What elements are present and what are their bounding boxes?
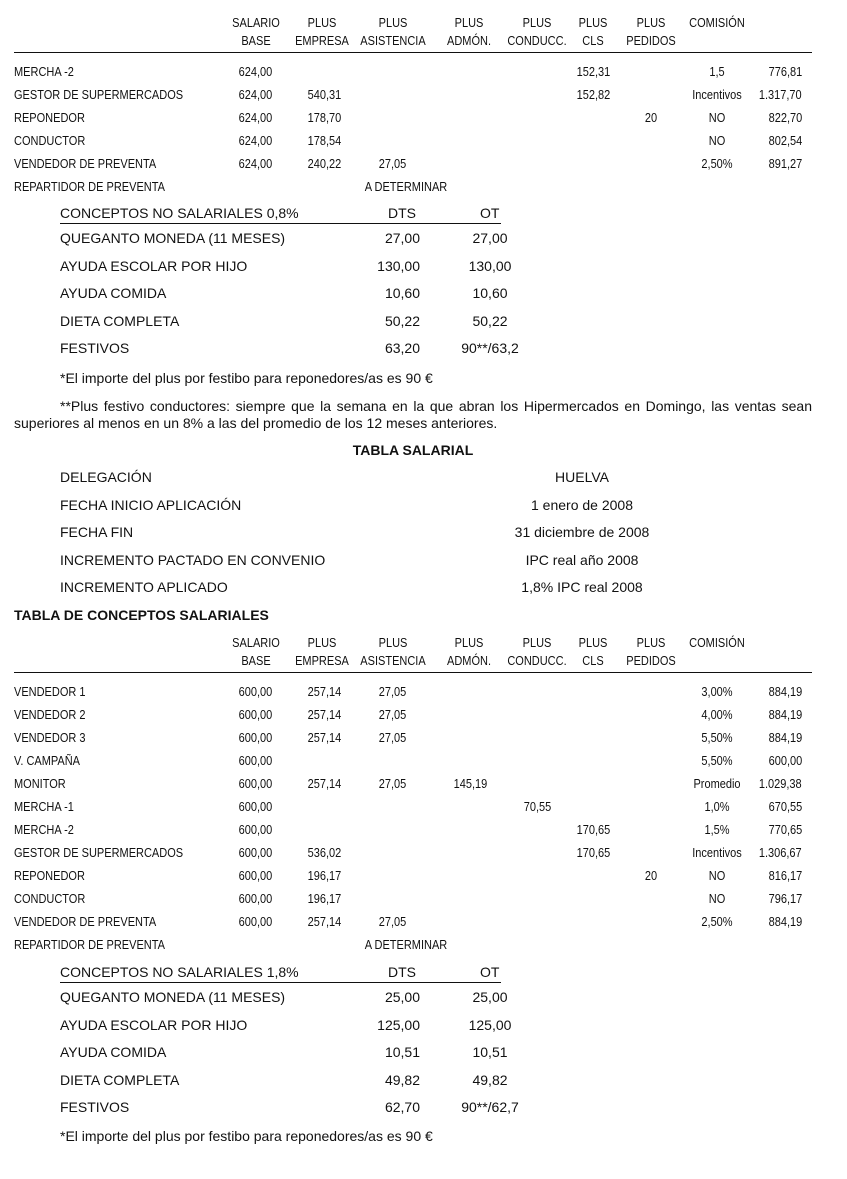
info-row bbox=[60, 492, 760, 520]
column-header: SALARIO BASE bbox=[232, 636, 280, 668]
table-row bbox=[14, 153, 812, 176]
cell-a-determinar: A DETERMINAR bbox=[364, 938, 448, 952]
row-label: REPONEDOR bbox=[14, 869, 85, 883]
cell-asistencia: 27,05 bbox=[378, 731, 406, 745]
cell-asistencia: 27,05 bbox=[378, 708, 406, 722]
column-header: PLUS EMPRESA bbox=[295, 636, 349, 668]
table-row bbox=[14, 750, 812, 773]
column-header: PLUS ASISTENCIA bbox=[360, 16, 426, 48]
concept-label: AYUDA ESCOLAR POR HIJO bbox=[60, 257, 248, 274]
cell-comision: NO bbox=[708, 111, 726, 125]
cell-total: 776,81 bbox=[768, 65, 802, 79]
non-salary-header bbox=[60, 962, 530, 982]
cell-cls: 170,65 bbox=[576, 823, 610, 837]
ot-value: 25,00 bbox=[472, 989, 508, 1005]
cell-base: 600,00 bbox=[238, 869, 272, 883]
cell-empresa: 257,14 bbox=[307, 777, 341, 791]
cell-total: 670,55 bbox=[768, 800, 802, 814]
cell-empresa: 178,70 bbox=[307, 111, 341, 125]
cell-comision: 4,00% bbox=[701, 708, 733, 722]
ot-value: 27,00 bbox=[472, 230, 508, 246]
cell-total: 816,17 bbox=[768, 869, 802, 883]
cell-comision: NO bbox=[708, 869, 726, 883]
cell-base: 624,00 bbox=[238, 111, 272, 125]
row-label: VENDEDOR 3 bbox=[14, 731, 86, 745]
salary-table-2 bbox=[14, 634, 812, 957]
row-label: VENDEDOR 1 bbox=[14, 685, 86, 699]
cell-comision: 5,50% bbox=[701, 731, 733, 745]
row-label: V. CAMPAÑA bbox=[14, 754, 81, 768]
table-row bbox=[14, 819, 812, 842]
dts-value: 27,00 bbox=[384, 230, 420, 246]
cell-empresa: 257,14 bbox=[307, 708, 341, 722]
info-key: DELEGACIÓN bbox=[60, 469, 152, 485]
table-row bbox=[14, 911, 812, 934]
table-row bbox=[14, 773, 812, 796]
list-item bbox=[60, 1039, 530, 1067]
cell-total: 802,54 bbox=[768, 134, 802, 148]
column-header: PLUS EMPRESA bbox=[295, 16, 349, 48]
cell-total: 884,19 bbox=[768, 731, 802, 745]
concept-label: DIETA COMPLETA bbox=[60, 312, 180, 329]
list-item bbox=[60, 308, 530, 336]
cell-pedidos: 20 bbox=[644, 869, 658, 883]
table-row bbox=[14, 681, 812, 704]
cell-comision: 3,00% bbox=[701, 685, 733, 699]
cell-comision: 5,50% bbox=[701, 754, 733, 768]
dts-value: 10,60 bbox=[384, 285, 420, 302]
cell-pedidos: 20 bbox=[644, 111, 658, 125]
row-label: VENDEDOR DE PREVENTA bbox=[14, 157, 157, 171]
cell-base: 600,00 bbox=[238, 731, 272, 745]
festivo-footnote-1: *El importe del plus por festibo para reponedores/as es 90 € bbox=[60, 370, 433, 386]
ot-value: 50,22 bbox=[472, 312, 508, 329]
table-row bbox=[14, 796, 812, 819]
info-value: 31 diciembre de 2008 bbox=[514, 524, 650, 541]
row-label: REPONEDOR bbox=[14, 111, 85, 125]
info-value: HUELVA bbox=[555, 469, 609, 485]
row-label: CONDUCTOR bbox=[14, 134, 86, 148]
cell-asistencia: 27,05 bbox=[378, 157, 406, 171]
tabla-salarial-title: TABLA SALARIAL bbox=[352, 442, 474, 458]
column-header: PLUS CONDUCC. bbox=[507, 636, 567, 668]
cell-total: 884,19 bbox=[768, 685, 802, 699]
header-underline bbox=[60, 223, 501, 224]
list-item bbox=[60, 1094, 530, 1122]
column-header: PLUS PEDIDOS bbox=[626, 636, 676, 668]
column-header: COMISIÓN bbox=[689, 636, 745, 650]
row-label: REPARTIDOR DE PREVENTA bbox=[14, 938, 165, 952]
list-item bbox=[60, 335, 530, 363]
row-label: REPARTIDOR DE PREVENTA bbox=[14, 180, 165, 194]
row-label: GESTOR DE SUPERMERCADOS bbox=[14, 88, 184, 102]
info-key: FECHA FIN bbox=[60, 524, 134, 541]
info-value: 1,8% IPC real 2008 bbox=[521, 579, 643, 596]
row-label: VENDEDOR 2 bbox=[14, 708, 86, 722]
concept-label: AYUDA COMIDA bbox=[60, 285, 167, 302]
concept-label: QUEGANTO MONEDA (11 MESES) bbox=[60, 230, 286, 246]
column-header: PLUS ASISTENCIA bbox=[360, 636, 426, 668]
non-salary-body bbox=[60, 225, 530, 363]
column-header: PLUS CLS bbox=[578, 16, 608, 48]
table-2-title: TABLA DE CONCEPTOS SALARIALES bbox=[14, 607, 269, 623]
cell-base: 600,00 bbox=[238, 823, 272, 837]
cell-comision: NO bbox=[708, 134, 726, 148]
column-header: PLUS ADMÓN. bbox=[447, 16, 491, 48]
non-salary-header-ot: OT bbox=[480, 203, 499, 224]
cell-comision: Incentivos bbox=[692, 88, 742, 102]
row-label: MERCHA -2 bbox=[14, 65, 74, 79]
ot-value: 90**/62,7 bbox=[461, 1099, 519, 1116]
cell-empresa: 240,22 bbox=[307, 157, 341, 171]
cell-base: 624,00 bbox=[238, 65, 272, 79]
row-label: VENDEDOR DE PREVENTA bbox=[14, 915, 157, 929]
row-label: MERCHA -1 bbox=[14, 800, 74, 814]
dts-value: 63,20 bbox=[384, 340, 420, 357]
table-row bbox=[14, 888, 812, 911]
cell-empresa: 257,14 bbox=[307, 685, 341, 699]
cell-empresa: 257,14 bbox=[307, 915, 341, 929]
dts-value: 62,70 bbox=[384, 1099, 420, 1116]
cell-total: 1.029,38 bbox=[759, 777, 802, 791]
cell-base: 600,00 bbox=[238, 915, 272, 929]
dts-value: 49,82 bbox=[384, 1071, 420, 1088]
info-key: INCREMENTO APLICADO bbox=[60, 579, 228, 596]
cell-comision: 2,50% bbox=[701, 915, 733, 929]
row-label: CONDUCTOR bbox=[14, 892, 86, 906]
info-row bbox=[60, 574, 760, 602]
non-salary-header-dts: DTS bbox=[388, 203, 416, 224]
list-item bbox=[60, 225, 530, 253]
cell-total: 1.317,70 bbox=[759, 88, 802, 102]
cell-asistencia: 27,05 bbox=[378, 685, 406, 699]
cell-comision: 1,5 bbox=[709, 65, 725, 79]
dts-value: 10,51 bbox=[384, 1044, 420, 1061]
cell-total: 884,19 bbox=[768, 708, 802, 722]
cell-cls: 152,82 bbox=[576, 88, 610, 102]
cell-comision: 1,0% bbox=[704, 800, 730, 814]
cell-comision: Incentivos bbox=[692, 846, 742, 860]
list-item bbox=[60, 984, 530, 1012]
non-salary-header-ot: OT bbox=[480, 962, 499, 983]
cell-base: 624,00 bbox=[238, 157, 272, 171]
non-salary-body bbox=[60, 984, 530, 1122]
cell-empresa: 196,17 bbox=[307, 892, 341, 906]
column-header: PLUS PEDIDOS bbox=[626, 16, 676, 48]
column-header: PLUS CONDUCC. bbox=[507, 16, 567, 48]
ot-value: 10,51 bbox=[472, 1044, 508, 1061]
table-row bbox=[14, 61, 812, 84]
salary-table-body bbox=[14, 61, 812, 199]
cell-total: 1.306,67 bbox=[759, 846, 802, 860]
cell-a-determinar: A DETERMINAR bbox=[364, 180, 448, 194]
cell-comision: 1,5% bbox=[704, 823, 730, 837]
ot-value: 49,82 bbox=[472, 1071, 508, 1088]
ot-value: 10,60 bbox=[472, 285, 508, 302]
info-key: FECHA INICIO APLICACIÓN bbox=[60, 496, 242, 513]
cell-asistencia: 27,05 bbox=[378, 915, 406, 929]
info-row bbox=[60, 547, 760, 575]
cell-total: 600,00 bbox=[768, 754, 802, 768]
non-salary-header-dts: DTS bbox=[388, 962, 416, 983]
cell-base: 600,00 bbox=[238, 777, 272, 791]
ot-value: 90**/63,2 bbox=[461, 340, 519, 357]
info-key: INCREMENTO PACTADO EN CONVENIO bbox=[60, 551, 326, 568]
row-label: GESTOR DE SUPERMERCADOS bbox=[14, 846, 184, 860]
row-label: MERCHA -2 bbox=[14, 823, 74, 837]
concept-label: DIETA COMPLETA bbox=[60, 1071, 180, 1088]
festivo-conductor-note: **Plus festivo conductores: siempre que la semana en la que abran los Hipermercados en Domingo, las ventas sean superiores al menos en un 8% a las del promedio de los 12 meses anteriores. bbox=[14, 398, 812, 431]
cell-base: 624,00 bbox=[238, 134, 272, 148]
cell-base: 600,00 bbox=[238, 708, 272, 722]
non-salary-header bbox=[60, 203, 530, 223]
cell-base: 600,00 bbox=[238, 685, 272, 699]
table-row bbox=[14, 107, 812, 130]
cell-total: 891,27 bbox=[768, 157, 802, 171]
non-salary-header-concept: CONCEPTOS NO SALARIALES 1,8% bbox=[60, 962, 299, 983]
table-row bbox=[14, 727, 812, 750]
cell-comision: NO bbox=[708, 892, 726, 906]
table-row bbox=[14, 934, 812, 957]
cell-base: 624,00 bbox=[238, 88, 272, 102]
cell-empresa: 540,31 bbox=[307, 88, 341, 102]
cell-total: 796,17 bbox=[768, 892, 802, 906]
table-row bbox=[14, 130, 812, 153]
salary-table-1 bbox=[14, 14, 812, 199]
dts-value: 125,00 bbox=[377, 1016, 420, 1033]
cell-base: 600,00 bbox=[238, 800, 272, 814]
salary-table-header bbox=[14, 14, 812, 53]
info-row bbox=[60, 519, 760, 547]
cell-total: 884,19 bbox=[768, 915, 802, 929]
concept-label: AYUDA ESCOLAR POR HIJO bbox=[60, 1016, 248, 1033]
cell-empresa: 536,02 bbox=[307, 846, 341, 860]
cell-empresa: 178,54 bbox=[307, 134, 341, 148]
list-item bbox=[60, 253, 530, 281]
row-label: MONITOR bbox=[14, 777, 66, 791]
non-salary-concepts-2 bbox=[60, 962, 530, 1122]
table-row bbox=[14, 865, 812, 888]
cell-base: 600,00 bbox=[238, 846, 272, 860]
cell-base: 600,00 bbox=[238, 754, 272, 768]
cell-total: 822,70 bbox=[768, 111, 802, 125]
cell-cls: 152,31 bbox=[576, 65, 610, 79]
info-row bbox=[60, 464, 760, 492]
concept-label: FESTIVOS bbox=[60, 1099, 130, 1116]
header-underline bbox=[60, 982, 501, 983]
cell-cls: 170,65 bbox=[576, 846, 610, 860]
table-row bbox=[14, 176, 812, 199]
salary-table-header bbox=[14, 634, 812, 673]
table-row bbox=[14, 842, 812, 865]
cell-comision: 2,50% bbox=[701, 157, 733, 171]
list-item bbox=[60, 1012, 530, 1040]
concept-label: QUEGANTO MONEDA (11 MESES) bbox=[60, 989, 286, 1005]
column-header: PLUS ADMÓN. bbox=[447, 636, 491, 668]
table-row bbox=[14, 704, 812, 727]
festivo-footnote-2: *El importe del plus por festibo para reponedores/as es 90 € bbox=[60, 1128, 433, 1144]
salary-table-body bbox=[14, 681, 812, 957]
cell-base: 600,00 bbox=[238, 892, 272, 906]
cell-empresa: 196,17 bbox=[307, 869, 341, 883]
tabla-salarial-info bbox=[60, 464, 760, 602]
info-value: IPC real año 2008 bbox=[525, 551, 639, 568]
cell-conducc: 70,55 bbox=[523, 800, 551, 814]
column-header: SALARIO BASE bbox=[232, 16, 280, 48]
column-header: PLUS CLS bbox=[578, 636, 608, 668]
concept-label: FESTIVOS bbox=[60, 340, 130, 357]
info-value: 1 enero de 2008 bbox=[531, 496, 633, 513]
dts-value: 130,00 bbox=[377, 257, 420, 274]
ot-value: 130,00 bbox=[468, 257, 512, 274]
cell-empresa: 257,14 bbox=[307, 731, 341, 745]
cell-admon: 145,19 bbox=[453, 777, 487, 791]
non-salary-header-concept: CONCEPTOS NO SALARIALES 0,8% bbox=[60, 203, 299, 224]
dts-value: 25,00 bbox=[384, 989, 420, 1005]
column-header: COMISIÓN bbox=[689, 16, 745, 30]
list-item bbox=[60, 1067, 530, 1095]
cell-total: 770,65 bbox=[768, 823, 802, 837]
cell-asistencia: 27,05 bbox=[378, 777, 406, 791]
list-item bbox=[60, 280, 530, 308]
non-salary-concepts-1 bbox=[60, 203, 530, 363]
concept-label: AYUDA COMIDA bbox=[60, 1044, 167, 1061]
table-row bbox=[14, 84, 812, 107]
dts-value: 50,22 bbox=[384, 312, 420, 329]
cell-comision: Promedio bbox=[693, 777, 741, 791]
ot-value: 125,00 bbox=[468, 1016, 512, 1033]
